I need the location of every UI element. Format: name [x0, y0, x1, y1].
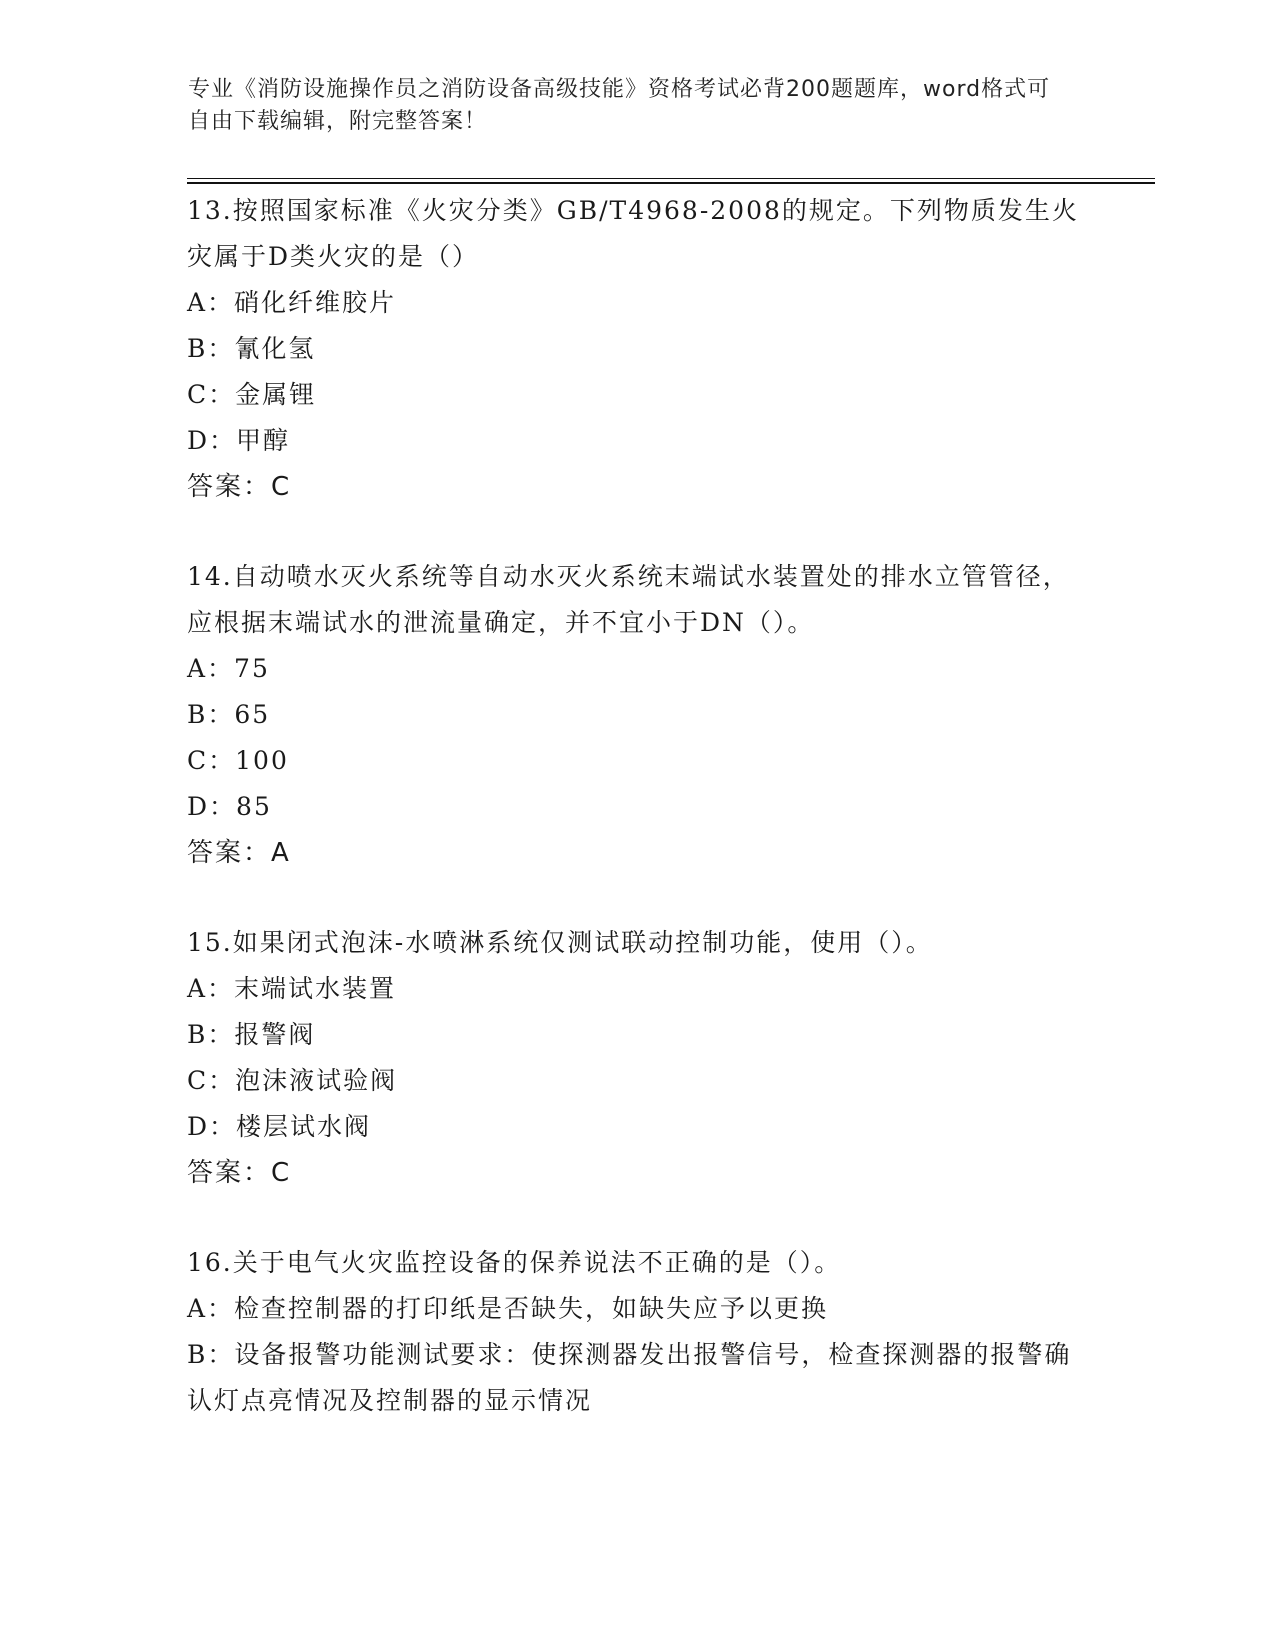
option-c: C：金属锂 — [187, 380, 317, 409]
question-stem: 16.关于电气火灾监控设备的保养说法不正确的是（）。 — [187, 1248, 842, 1277]
option-b: B：65 — [187, 700, 271, 729]
option-d: D：甲醇 — [187, 426, 291, 455]
option-c: C：100 — [187, 746, 289, 775]
question-16 — [187, 1240, 1087, 1424]
question-15 — [187, 920, 1087, 1196]
question-stem: 13.按照国家标准《火灾分类》GB/T4968-2008的规定。下列物质发生火灾属于D类火灾的是（） — [187, 196, 1079, 271]
question-stem: 15.如果闭式泡沫-水喷淋系统仅测试联动控制功能，使用（）。 — [187, 928, 933, 957]
answer: 答案：A — [187, 838, 291, 868]
option-b: B：报警阀 — [187, 1020, 316, 1049]
header-divider-thick — [187, 182, 1155, 184]
option-a: A：75 — [187, 654, 270, 683]
answer: 答案：C — [187, 1158, 292, 1188]
question-13 — [187, 188, 1087, 510]
option-a: A：硝化纤维胶片 — [187, 288, 397, 317]
option-b: B：氰化氢 — [187, 334, 316, 363]
question-list — [187, 188, 1087, 1424]
option-d: D：85 — [187, 792, 272, 821]
document-header: 专业《消防设施操作员之消防设备高级技能》资格考试必背200题题库，word格式可自由下载编辑，附完整答案！ — [188, 77, 1051, 134]
option-a: A：末端试水装置 — [187, 974, 397, 1003]
question-stem: 14.自动喷水灭火系统等自动水灭火系统末端试水装置处的排水立管管径，应根据末端试水的泄流量确定，并不宜小于DN（）。 — [187, 562, 1070, 637]
option-c: C：泡沫液试验阀 — [187, 1066, 398, 1095]
option-d: D：楼层试水阀 — [187, 1112, 372, 1141]
header-divider-thin — [187, 178, 1155, 179]
answer: 答案：C — [187, 472, 292, 502]
option-b: B：设备报警功能测试要求：使探测器发出报警信号，检查探测器的报警确认灯点亮情况及控制器的显示情况 — [187, 1340, 1072, 1415]
option-a: A：检查控制器的打印纸是否缺失，如缺失应予以更换 — [187, 1294, 829, 1323]
question-14 — [187, 554, 1087, 876]
